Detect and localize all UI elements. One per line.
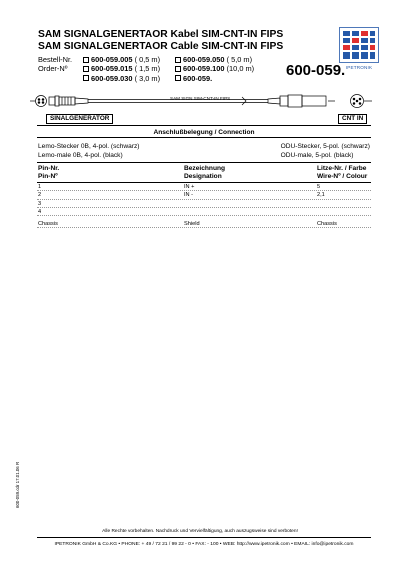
- order-item: [175, 64, 254, 73]
- checkbox-icon: [83, 75, 89, 81]
- pin-cell: Chassis: [38, 221, 58, 228]
- checkbox-icon: [175, 75, 181, 81]
- signal-generator-label: SINALGENERATOR: [46, 114, 113, 124]
- wire-cell: 2,1: [317, 192, 325, 199]
- left-connector-description: [38, 143, 140, 160]
- checkbox-icon: [175, 66, 181, 72]
- wire-cell: Chassis: [317, 221, 337, 228]
- title-english: SAM SIGNALGENERTAOR Cable SIM-CNT-IN FIPS: [38, 41, 284, 52]
- table-row: [37, 200, 371, 208]
- column-header-wire: [317, 165, 367, 182]
- right-connector-de: ODU-Stecker, 5-pol. (schwarz): [280, 143, 370, 150]
- column-header-pin: [38, 165, 59, 182]
- column-header-pin-en: Pin-Nº: [38, 173, 58, 181]
- table-row: [37, 191, 371, 199]
- part-number: 600-059.050: [183, 55, 225, 64]
- article-number: 600-059.: [286, 62, 346, 79]
- table-header: Anschlußbelegung / Connection: [37, 125, 371, 138]
- right-connector-en: ODU-male, 5-pol. (black): [280, 151, 354, 159]
- column-header-designation: [184, 165, 225, 182]
- part-number: 600-059.100: [183, 64, 225, 74]
- designation-cell: IN -: [184, 192, 194, 199]
- checkbox-icon: [175, 57, 181, 63]
- column-header-wire-en: Wire-Nº / Colour: [317, 173, 368, 181]
- lemo-connector-icon: [30, 96, 88, 107]
- checkbox-icon: [83, 57, 89, 63]
- cable-length: ( 1,5 m): [134, 64, 161, 74]
- logo-text: IPETRONIK: [345, 65, 373, 70]
- footer-divider: [37, 537, 371, 538]
- column-headers: [37, 163, 371, 183]
- order-item: [175, 74, 254, 83]
- order-item: [83, 74, 160, 83]
- table-row: [37, 216, 371, 228]
- document-code: 600-059.cdr 17.01.06 R: [15, 461, 20, 508]
- order-item: [83, 55, 160, 64]
- column-header-pin-de: Pin-Nr.: [38, 165, 60, 172]
- cable-label: SAM SIGN SIM-CNT-IN FIPS: [170, 96, 231, 101]
- designation-cell: Shield: [184, 221, 200, 228]
- left-connector-en: Lemo-male 0B, 4-pol. (black): [38, 151, 123, 159]
- part-number: 600-059.030: [91, 73, 133, 83]
- order-label-de: Bestell-Nr.: [38, 55, 73, 64]
- column-header-designation-en: Designation: [184, 173, 222, 181]
- title-german: SAM SIGNALGENERTAOR Kabel SIM-CNT-IN FIPS: [38, 29, 284, 40]
- order-item: [175, 55, 254, 64]
- pin-cell: 3: [38, 200, 42, 207]
- column-header-wire-de: Litze-Nr. / Farbe: [317, 165, 367, 172]
- cable-length: ( 5,0 m): [226, 55, 253, 64]
- cable-length: (10,0 m): [226, 64, 255, 74]
- table-row: [37, 183, 371, 191]
- part-number: 600-059.: [183, 73, 213, 83]
- wire-cell: 5: [317, 184, 321, 190]
- pin-cell: 1: [38, 184, 42, 190]
- cable-drawing: [30, 90, 375, 114]
- order-label-en: Order-Nº: [38, 64, 68, 74]
- title-block: [38, 29, 283, 53]
- order-column-1: [83, 55, 160, 83]
- part-number: 600-059.015: [91, 64, 133, 74]
- cnt-in-label: CNT IN: [338, 114, 367, 124]
- rights-notice: Alle Rechte vorbehalten. Nachdruck und Vervielfältigung, auch auszugsweise sind verboten!: [102, 529, 298, 534]
- part-number: 600-059.005: [91, 55, 133, 64]
- cable-length: ( 3,0 m): [134, 73, 161, 83]
- checkbox-icon: [83, 66, 89, 72]
- order-labels: [38, 55, 72, 74]
- pin-cell: 4: [38, 208, 42, 215]
- table-row: [37, 208, 371, 216]
- column-header-designation-de: Bezeichnung: [184, 165, 226, 172]
- connector-description: [37, 138, 371, 163]
- company-footer: IPETRONIK GmbH & Co.KG • PHONE: + 49 / 72 21 / 99 22 - 0 • FAX: - 100 • WEB: http://www.ipetronik.com • EMAIL: info@ipetronik.com: [54, 542, 354, 547]
- odu-connector-icon: [268, 95, 372, 108]
- connection-table: [37, 125, 371, 228]
- designation-cell: IN +: [184, 184, 195, 190]
- right-connector-description: [281, 143, 370, 160]
- cable-length: ( 0,5 m): [134, 55, 161, 64]
- ipetronik-logo: [339, 27, 379, 63]
- order-column-2: [175, 55, 254, 83]
- left-connector-de: Lemo-Stecker 0B, 4-pol. (schwarz): [38, 143, 140, 150]
- pin-cell: 2: [38, 192, 42, 199]
- order-item: [83, 64, 160, 73]
